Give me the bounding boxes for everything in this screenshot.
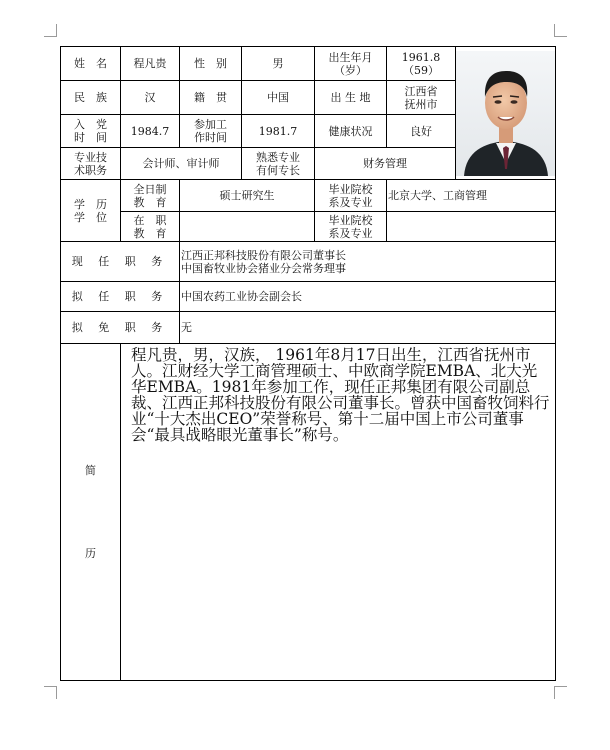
current-position-label: 现 任 职 务	[61, 242, 180, 282]
crop-mark-top-right	[554, 24, 567, 37]
expertise-value: 财务管理	[315, 148, 456, 180]
biography-label-char1: 简	[85, 464, 96, 477]
gender-label: 性 别	[180, 47, 242, 81]
row-proposed-position	[61, 282, 556, 312]
row-edu-parttime	[61, 212, 556, 242]
gender-value: 男	[242, 47, 315, 81]
parttime-school-label	[315, 212, 387, 242]
fulltime-label-line1: 全日制	[133, 182, 167, 196]
health-label: 健康状况	[315, 115, 387, 148]
row-removed-position	[61, 312, 556, 344]
title-label-line1: 专业技	[74, 150, 107, 164]
work-date-label	[180, 115, 242, 148]
party-date-label	[61, 115, 121, 148]
work-label-line1: 参加工	[194, 118, 227, 131]
education-label-line1: 学 历	[74, 197, 107, 211]
health-value: 良好	[387, 115, 456, 148]
parttime-degree-value	[180, 212, 315, 242]
row-biography	[61, 344, 556, 681]
fulltime-school-label	[315, 180, 387, 212]
fulltime-label-line2: 教 育	[133, 195, 167, 209]
fulltime-degree-value: 硕士研究生	[180, 180, 315, 212]
title-label	[61, 148, 121, 180]
removed-position-label: 拟 免 职 务	[61, 312, 180, 344]
native-place-value: 中国	[242, 81, 315, 115]
expertise-label-line1: 熟悉专业	[256, 150, 300, 164]
resume-form-table	[60, 46, 556, 681]
current-position-line2: 中国畜牧业协会猪业分会常务理事	[181, 261, 346, 275]
name-value: 程凡贵	[121, 47, 180, 81]
proposed-position-value: 中国农药工业协会副会长	[180, 282, 556, 312]
row-name	[61, 47, 556, 81]
party-date-value: 1984.7	[121, 115, 180, 148]
work-label-line2: 作时间	[194, 131, 227, 144]
birth-value-line1: 1961.8	[401, 50, 441, 64]
party-label-line1: 入 党	[74, 118, 107, 131]
birth-label-line2: （岁）	[334, 63, 367, 77]
parttime-label-line2: 教 育	[133, 226, 167, 240]
row-edu-fulltime	[61, 180, 556, 212]
row-current-position	[61, 242, 556, 282]
removed-position-value: 无	[180, 312, 556, 344]
proposed-position-label: 拟 任 职 务	[61, 282, 180, 312]
education-label	[61, 180, 121, 242]
birthplace-line2: 抚州市	[404, 97, 438, 111]
birthplace-label: 出 生 地	[315, 81, 387, 115]
parttime-school-value	[387, 212, 556, 242]
photo-cell	[456, 47, 556, 180]
parttime-label	[121, 212, 180, 242]
fulltime-school-value: 北京大学、工商管理	[387, 180, 556, 212]
party-label-line2: 时 间	[74, 131, 107, 144]
birth-label	[315, 47, 387, 81]
fulltime-label	[121, 180, 180, 212]
current-position-line1: 江西正邦科技股份有限公司董事长	[181, 248, 346, 262]
title-label-line2: 术职务	[74, 163, 107, 177]
fulltime-school-label-line1: 毕业院校	[328, 182, 373, 196]
crop-mark-bottom-right	[554, 686, 567, 699]
birth-label-line1: 出生年月	[328, 50, 373, 64]
ethnicity-label: 民 族	[61, 81, 121, 115]
parttime-school-label-line2: 系及专业	[328, 226, 373, 240]
birth-value	[387, 47, 456, 81]
education-label-line2: 学 位	[74, 210, 107, 224]
fulltime-school-label-line2: 系及专业	[328, 195, 373, 209]
ethnicity-value: 汉	[121, 81, 180, 115]
work-date-value: 1981.7	[242, 115, 315, 148]
birthplace-value	[387, 81, 456, 115]
native-place-label: 籍 贯	[180, 81, 242, 115]
name-label: 姓 名	[61, 47, 121, 81]
biography-text: 程凡贵，男，汉族， 1961年8月17日出生，江西省抚州市人。江财经大学工商管理硕士、中欧商学院EMBA、北大光华EMBA。1981年参加工作，现任正邦集团有限公司副总裁、江西正邦科技股份有限公司董事长。曾获中国畜牧饲料行业“十大杰出CEO”荣誉称号、第十二届中国上市公司董事会“最具战略眼光董事长”称号。	[121, 344, 556, 681]
parttime-label-line1: 在 职	[133, 213, 167, 227]
birth-value-line2: （59）	[403, 63, 439, 77]
biography-label-char2: 历	[85, 547, 96, 560]
title-value: 会计师、审计师	[121, 148, 242, 180]
birthplace-line1: 江西省	[404, 84, 438, 98]
crop-mark-bottom-left	[44, 686, 57, 699]
current-position-value	[180, 242, 556, 282]
expertise-label	[242, 148, 315, 180]
crop-mark-top-left	[44, 24, 57, 37]
biography-label	[61, 344, 121, 681]
portrait-photo	[456, 51, 556, 176]
expertise-label-line2: 有何专长	[256, 163, 300, 177]
parttime-school-label-line1: 毕业院校	[328, 213, 373, 227]
